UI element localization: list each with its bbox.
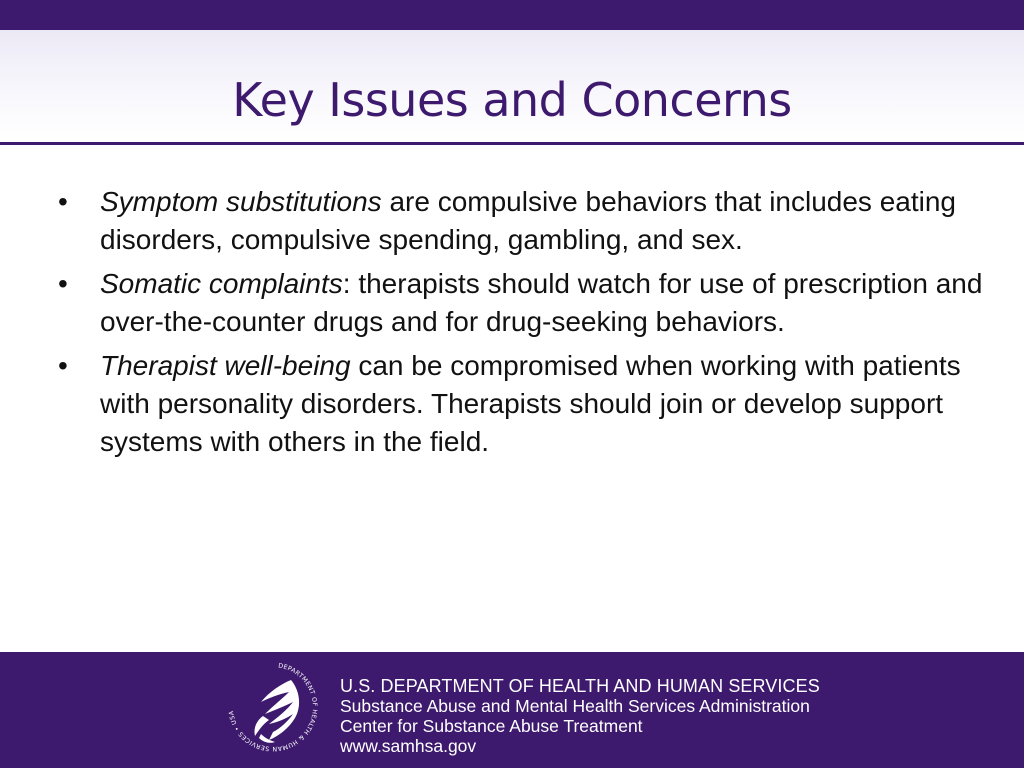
bullet-term: Therapist well-being — [100, 350, 351, 381]
bullet-item-somatic-complaints — [58, 265, 988, 341]
bullet-marker: • — [58, 350, 68, 381]
bullet-marker: • — [58, 268, 68, 299]
top-band — [0, 0, 1024, 30]
bullet-term: Somatic complaints — [100, 268, 343, 299]
footer-agency-block — [340, 676, 820, 756]
footer-administration-name: Substance Abuse and Mental Health Services Administration — [340, 696, 810, 716]
hhs-eagle-seal-icon — [223, 658, 323, 760]
bullet-text: are compulsive behaviors that includes eating disorders, compulsive spending, gambling, and sex. — [100, 186, 956, 255]
bullet-item-therapist-well-being — [58, 347, 988, 461]
title-divider — [0, 142, 1024, 145]
bullet-marker: • — [58, 186, 68, 217]
bullet-text: can be compromised when working with patients with personality disorders. Therapists should join or develop support systems with others in the field. — [100, 350, 961, 457]
footer-website: www.samhsa.gov — [340, 736, 477, 756]
footer-department-name: U.S. DEPARTMENT OF HEALTH AND HUMAN SERVICES — [340, 676, 820, 696]
bullet-text: : therapists should watch for use of prescription and over-the-counter drugs and for drug-seeking behaviors. — [100, 268, 983, 337]
bullet-list — [58, 183, 988, 467]
bullet-term: Symptom substitutions — [100, 186, 382, 217]
bullet-item-symptom-substitutions — [58, 183, 988, 259]
seal-ring-text: DEPARTMENT OF HEALTH & HUMAN SERVICES • USA — [228, 662, 318, 753]
slide-title: Key Issues and Concerns — [232, 73, 792, 127]
footer-center-name: Center for Substance Abuse Treatment — [340, 716, 643, 736]
